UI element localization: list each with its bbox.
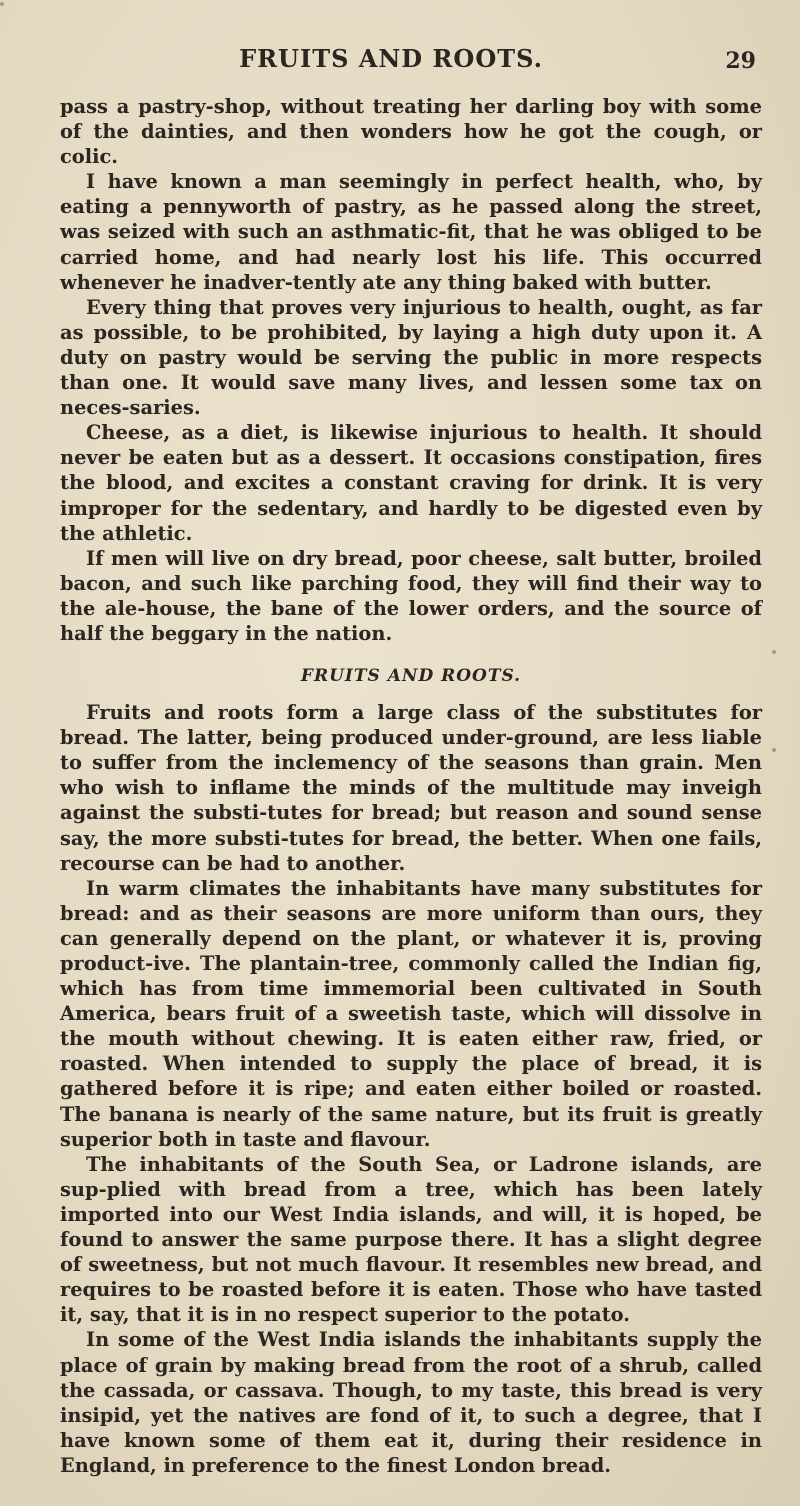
paragraph: The inhabitants of the South Sea, or Ladrone islands, are sup-plied with bread from a tree, which has been lately imported into our West India islands, and will, it is hoped, be found to answer the same purpose there. It has a slight degree of sweetness, but not much flavour. It resembles new bread, and requires to be roasted before it is eaten. Those who have tasted it, say, that it is in no respect superior to the potato. — [60, 1152, 762, 1327]
paragraph: Cheese, as a diet, is likewise injurious to health. It should never be eaten but as a dessert. It occasions constipation, fires the blood, and excites a constant craving for drink. It is very improper for the sedentary, and hardly to be digested even by the athletic. — [60, 421, 762, 545]
paragraph: Every thing that proves very injurious to health, ought, as far as possible, to be prohibited, by laying a high duty upon it. A duty on pastry would be serving the public in more respects than one. It would save many lives, and lessen some tax on neces-saries. — [60, 295, 762, 420]
paragraph: I have known a man seemingly in perfect health, who, by eating a pennyworth of pastry, as he passed along the street, was seized with such an asthmatic-fit, that he was obliged to be carried home, and had nearly lost his life. This occurred whenever he inadver-tently ate any thing baked with butter. — [60, 170, 762, 294]
running-head: FRUITS AND ROOTS. — [239, 44, 543, 73]
section-heading: FRUITS AND ROOTS. — [300, 666, 522, 687]
page-header — [60, 44, 762, 94]
paragraph: In warm climates the inhabitants have many substitutes for bread: and as their seasons are more uniform than ours, they can generally depend on the plant, or whatever it is, proving product-ive. The plantain-tree, commonly called the Indian fig, which has from time immemorial been cultivated in South America, bears fruit of a sweetish taste, which will dissolve in the mouth without chewing. It is eaten either raw, fried, or roasted. When intended to supply the place of bread, it is gathered before it is ripe; and eaten either boiled or roasted. The banana is nearly of the same nature, but its fruit is greatly superior both in taste and flavour. — [60, 876, 762, 1151]
page-speck — [0, 2, 4, 6]
page-speck — [772, 748, 776, 752]
paragraph: Fruits and roots form a large class of the substitutes for bread. The latter, being produced under-ground, are less liable to suffer from the inclemency of the seasons than grain. Men who wish to inflame the minds of the multitude may inveigh against the substi-tutes for bread; but reason and sound sense say, the more substi-tutes for bread, the better. When one fails, recourse can be had to another. — [60, 701, 762, 875]
paragraph: If men will live on dry bread, poor cheese, salt butter, broiled bacon, and such like parching food, they will find their way to the ale-house, the bane of the lower orders, and the source of half the beggary in the nation. — [60, 546, 762, 645]
page-number: 29 — [725, 48, 756, 74]
body-text — [60, 94, 762, 1478]
paragraph: In some of the West India islands the inhabitants supply the place of grain by making bread from the root of a shrub, called the cassada, or cassava. Though, to my taste, this bread is very insipid, yet the natives are fond of it, to such a degree, that I have known some of them eat it, during their residence in England, in preference to the finest London bread. — [60, 1328, 762, 1477]
paragraph: pass a pastry-shop, without treating her darling boy with some of the dainties, and then wonders how he got the cough, or colic. — [60, 95, 762, 169]
page-speck — [772, 650, 776, 654]
